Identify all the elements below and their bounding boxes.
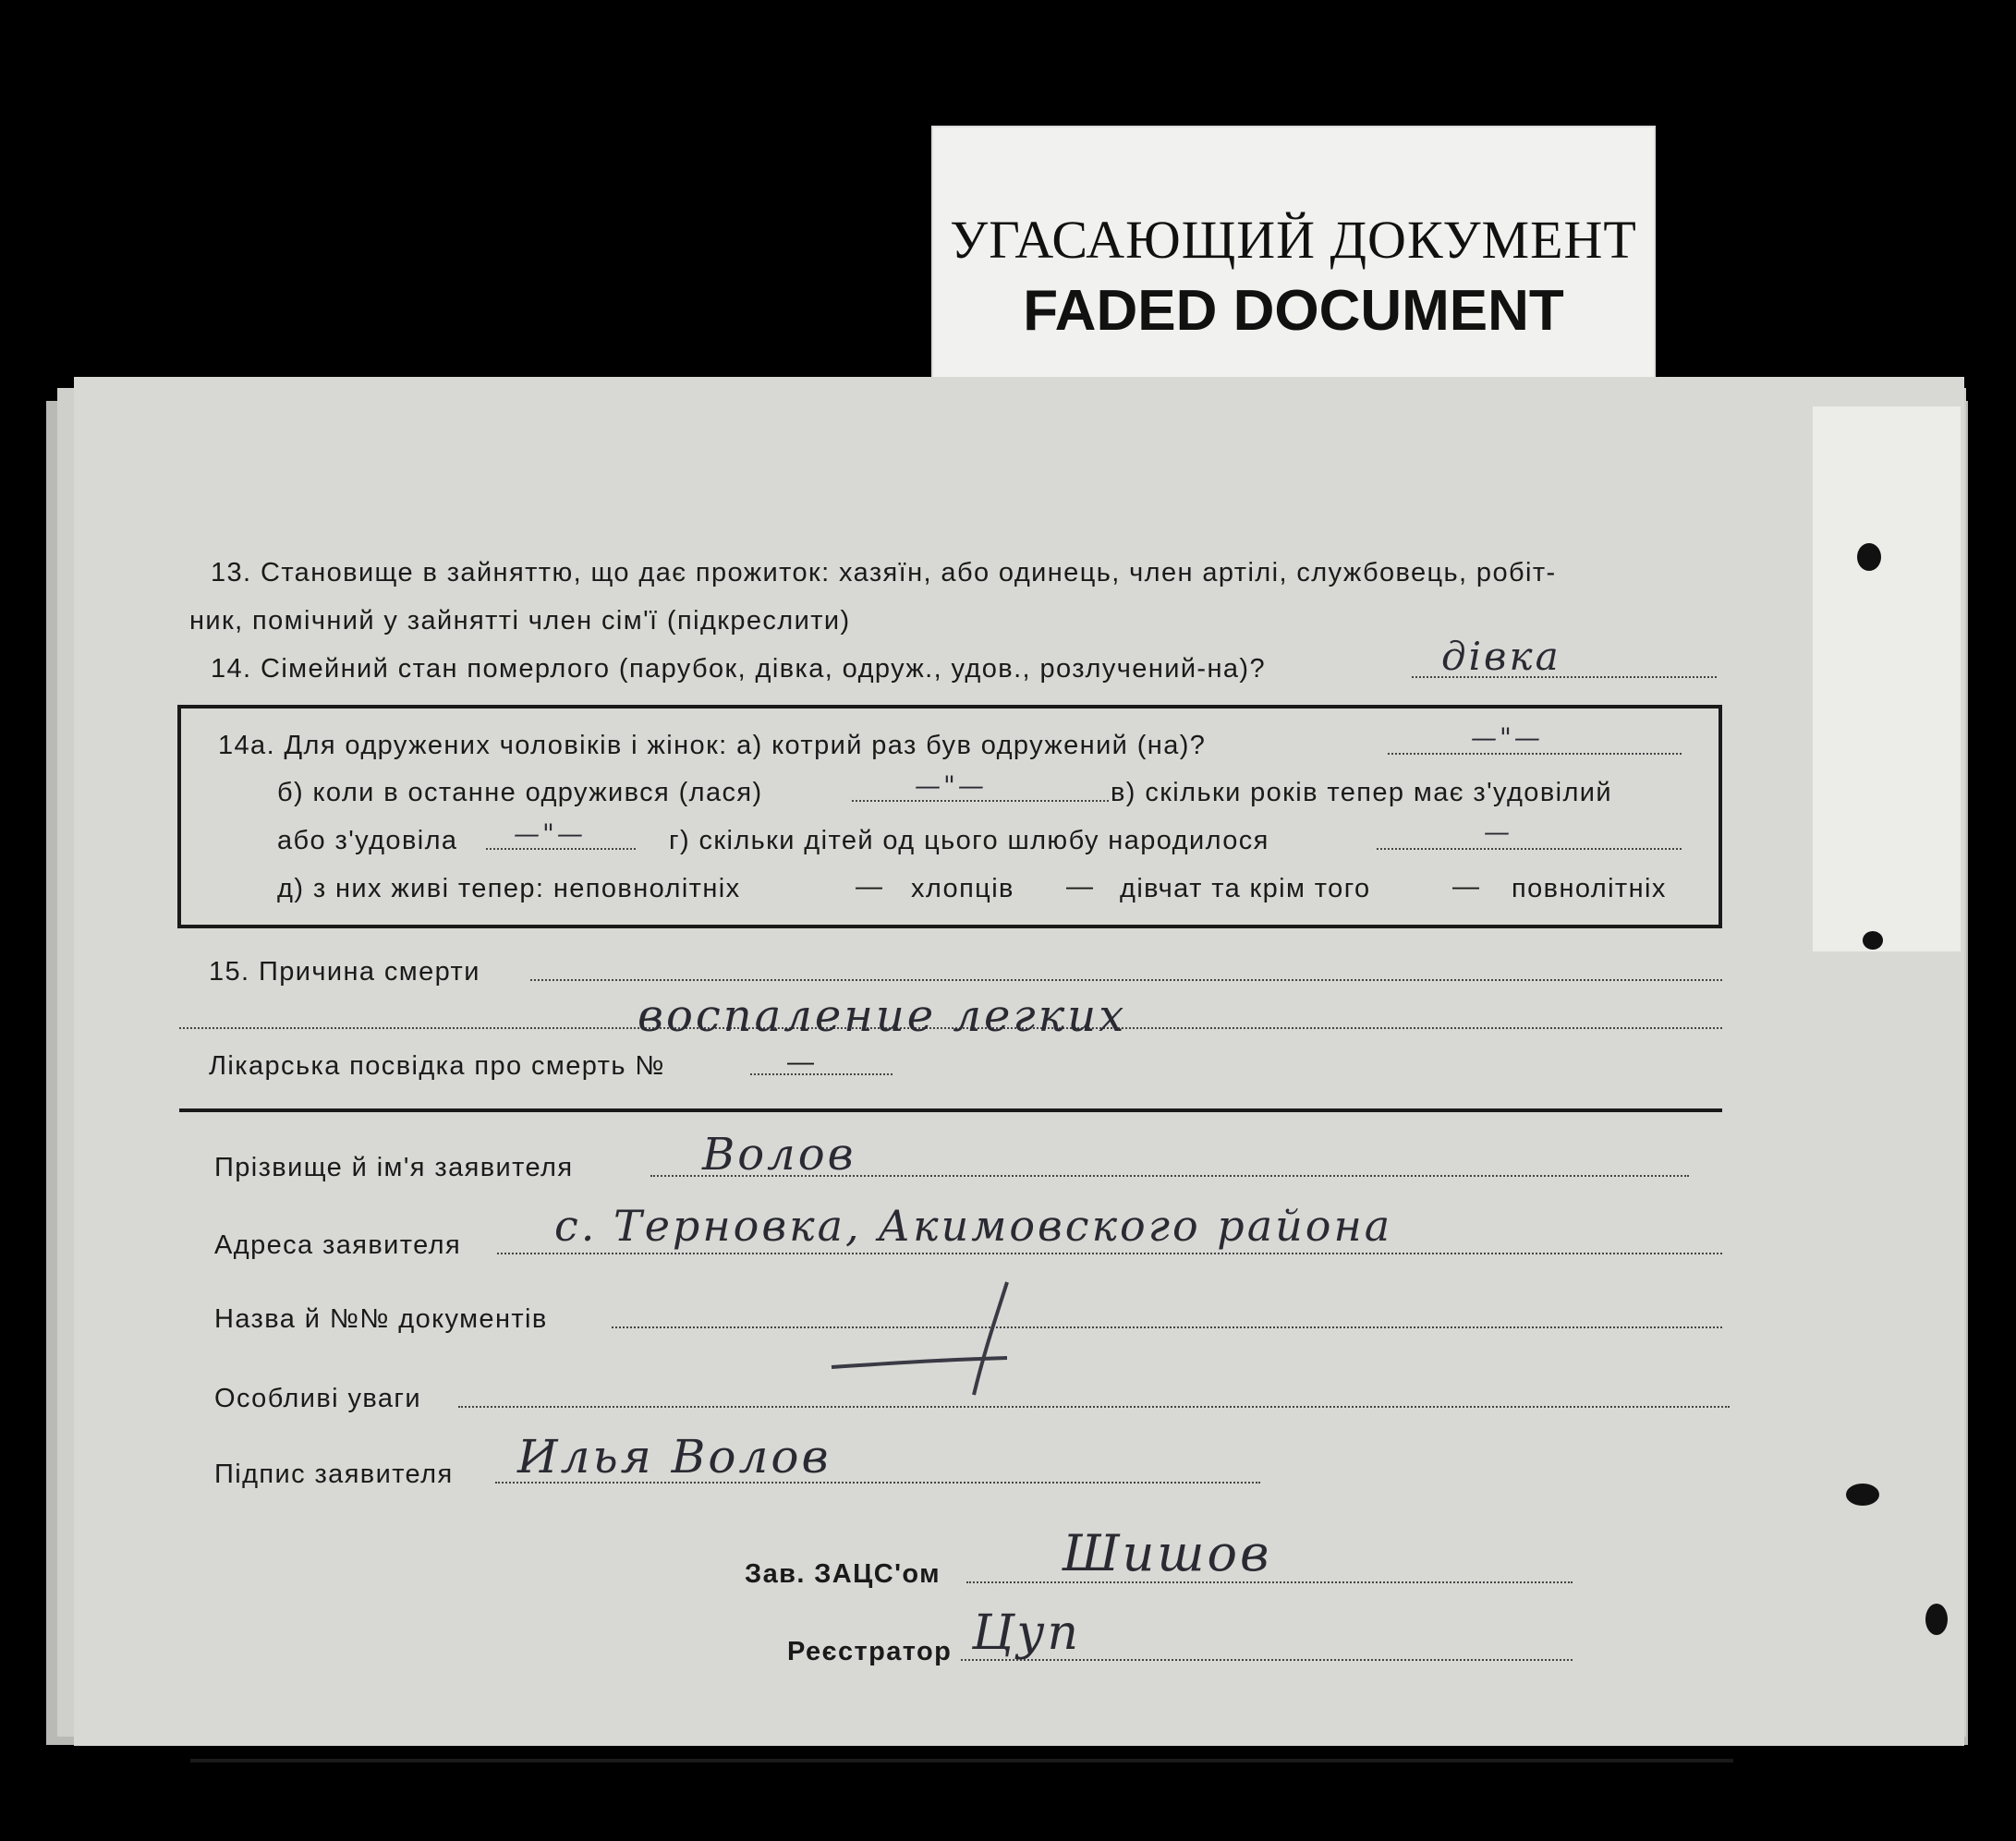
q14a-line4: д) з них живі тепер: неповнолітніх <box>277 874 741 903</box>
label-russian: УГАСАЮЩИЙ ДОКУМЕНТ <box>950 210 1637 270</box>
q14a-line2a: б) коли в останне одружився (лася) <box>277 778 763 807</box>
q14a-line3b: г) скільки дітей од цього шлюбу народилося <box>669 826 1269 855</box>
q14a-adults: повнолітніх <box>1512 874 1667 903</box>
q14a-boys: хлопців <box>911 874 1014 903</box>
q14-label: 14. Сімейний стан померлого (парубок, дівка, одруж., удов., розлучений-на)? <box>211 654 1267 684</box>
section-divider <box>179 1108 1722 1112</box>
q14a-line3a: або з'удовіла <box>277 826 458 855</box>
q14a-fill-line1 <box>1388 753 1682 755</box>
q14-handwritten: дівка <box>1441 634 1561 679</box>
label-english: FADED DOCUMENT <box>1023 279 1564 343</box>
q14a-line2b: в) скільки років тепер має з'удовілий <box>1111 778 1612 807</box>
q14a-value2: —"— <box>915 770 987 801</box>
binding-tab <box>1813 406 1961 951</box>
applicant-signature: Илья Волов <box>517 1430 832 1484</box>
faded-document-label <box>931 126 1656 394</box>
bottom-rule <box>190 1759 1733 1762</box>
q14a-girls: дівчат та крім того <box>1120 874 1371 903</box>
q14a-line1: 14а. Для одружених чоловіків і жінок: а) котрий раз був одружений (на)? <box>218 731 1207 760</box>
notes-label: Особливі уваги <box>214 1384 421 1413</box>
q13-line2: ник, помічний у зайнятті член сім'ї (підкреслити) <box>189 606 851 636</box>
registrar-label: Реєстратор <box>787 1637 953 1666</box>
documents-label: Назва й №№ документів <box>214 1304 548 1334</box>
head-zags-signature: Шишов <box>1063 1524 1272 1582</box>
punch-hole <box>1857 543 1881 571</box>
applicant-address-label: Адреса заявителя <box>214 1230 462 1260</box>
q14a-value6: — <box>1066 872 1095 902</box>
punch-hole <box>1846 1484 1879 1506</box>
applicant-address-handwritten: с. Терновка, Акимовского района <box>554 1201 1393 1251</box>
applicant-name-label: Прізвище й ім'я заявителя <box>214 1153 574 1182</box>
q13-line1: 13. Становище в зайняттю, що дає прожиток: хазяїн, або одинець, член артілі, службовець, робіт- <box>211 558 1557 587</box>
q14a-value5: — <box>856 872 884 902</box>
q15-label: 15. Причина смерти <box>209 957 480 987</box>
notes-fill-line <box>458 1406 1730 1408</box>
medical-cert-value: — <box>787 1048 816 1077</box>
punch-hole <box>1863 931 1883 950</box>
medical-cert-fill-line <box>750 1073 893 1075</box>
q15-handwritten: воспаление легких <box>638 990 1127 1042</box>
q14a-value4: — <box>1484 817 1512 847</box>
q14a-value3: —"— <box>514 818 586 849</box>
medical-cert-label: Лікарська посвідка про смерть № <box>209 1051 665 1081</box>
head-zags-label: Зав. ЗАЦС'ом <box>745 1559 941 1589</box>
punch-hole <box>1925 1604 1948 1635</box>
dash-strike-mark <box>776 1275 1090 1413</box>
q14a-value7: — <box>1452 872 1481 902</box>
registrar-signature: Цуп <box>972 1605 1082 1661</box>
q14a-value1: —"— <box>1471 722 1543 753</box>
signature-label: Підпис заявителя <box>214 1459 454 1489</box>
applicant-address-fill-line <box>497 1253 1722 1254</box>
q14a-fill-line4 <box>1377 848 1682 850</box>
q15-fill-line1 <box>530 979 1722 981</box>
applicant-name-handwritten: Волов <box>702 1129 856 1181</box>
